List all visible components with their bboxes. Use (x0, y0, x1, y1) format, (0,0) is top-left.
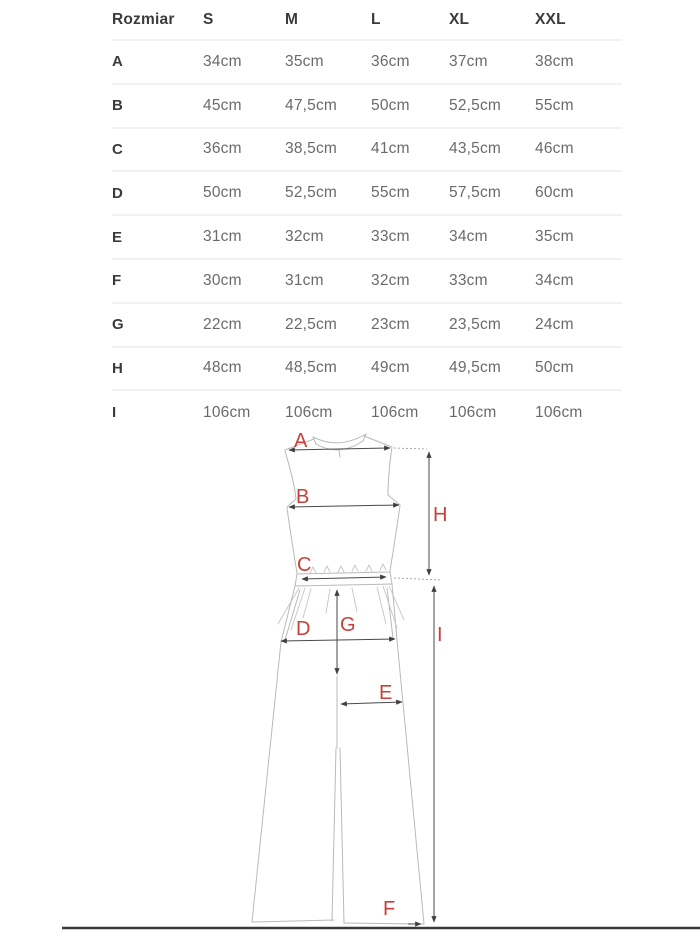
table-row-a (112, 40, 622, 84)
row-label: I (112, 404, 117, 422)
size-cell: 60cm (535, 184, 574, 202)
size-cell: 38,5cm (285, 140, 338, 158)
size-cell: 37cm (449, 52, 488, 70)
size-cell: 46cm (535, 140, 574, 158)
size-cell: 32cm (371, 271, 410, 289)
size-cell: 45cm (203, 96, 242, 114)
size-cell: 49,5cm (449, 359, 502, 377)
dim-label-f: F (383, 898, 396, 920)
table-row-f (112, 259, 622, 303)
size-cell: 22cm (203, 315, 242, 333)
size-cell: 22,5cm (285, 315, 338, 333)
table-row-c (112, 128, 622, 172)
row-label: E (112, 228, 123, 246)
size-cell: 106cm (535, 403, 583, 421)
size-cell: 32cm (285, 228, 324, 246)
size-cell: 52,5cm (449, 96, 502, 114)
size-cell: 23,5cm (449, 315, 502, 333)
col-header-xxl: XXL (535, 10, 566, 28)
size-cell: 33cm (449, 271, 488, 289)
dim-label-e: E (379, 682, 393, 704)
size-cell: 41cm (371, 140, 410, 158)
row-label: A (112, 53, 124, 71)
size-cell: 38cm (535, 52, 574, 70)
table-row-h (112, 347, 622, 391)
table-row-e (112, 215, 622, 259)
size-cell: 34cm (203, 52, 242, 70)
dim-label-d: D (296, 618, 311, 640)
size-cell: 55cm (371, 184, 410, 202)
size-cell: 49cm (371, 359, 410, 377)
size-cell: 57,5cm (449, 184, 502, 202)
size-cell: 33cm (371, 228, 410, 246)
size-cell: 30cm (203, 271, 242, 289)
jumpsuit-sketch (252, 434, 424, 924)
size-cell: 47,5cm (285, 96, 338, 114)
size-cell: 34cm (535, 271, 574, 289)
size-cell: 23cm (371, 315, 410, 333)
size-cell: 50cm (535, 359, 574, 377)
table-row-b (112, 84, 622, 128)
size-cell: 35cm (535, 228, 574, 246)
size-cell: 106cm (449, 403, 497, 421)
dim-label-i: I (437, 624, 443, 646)
col-header-m: M (285, 10, 299, 28)
size-cell: 52,5cm (285, 184, 338, 202)
size-cell: 31cm (203, 228, 242, 246)
dim-label-h: H (433, 504, 448, 526)
col-header-rozmiar: Rozmiar (112, 10, 175, 28)
size-cell: 106cm (285, 403, 333, 421)
row-label: B (112, 97, 124, 115)
size-cell: 48cm (203, 359, 242, 377)
row-label: F (112, 272, 122, 290)
dim-label-c: C (297, 554, 312, 576)
row-label: G (112, 316, 124, 334)
size-cell: 106cm (203, 403, 251, 421)
table-row-g (112, 303, 622, 347)
size-cell: 24cm (535, 315, 574, 333)
size-cell: 50cm (371, 96, 410, 114)
size-cell: 55cm (535, 96, 574, 114)
size-cell: 106cm (371, 403, 419, 421)
dimension-labels (294, 430, 447, 920)
size-cell: 35cm (285, 52, 324, 70)
row-label: C (112, 140, 124, 158)
col-header-l: L (371, 10, 381, 28)
size-cell: 36cm (371, 52, 410, 70)
table-row-d (112, 171, 622, 215)
dim-label-g: G (340, 614, 356, 636)
size-cell: 31cm (285, 271, 324, 289)
size-table-header-row (112, 0, 622, 40)
col-header-s: S (203, 10, 214, 28)
row-label: H (112, 359, 124, 377)
col-header-xl: XL (449, 10, 470, 28)
size-cell: 43,5cm (449, 140, 502, 158)
dimension-lines (281, 448, 442, 924)
dim-label-a: A (294, 430, 308, 452)
size-cell: 50cm (203, 184, 242, 202)
row-label: D (112, 184, 124, 202)
dim-label-b: B (296, 486, 310, 508)
size-cell: 48,5cm (285, 359, 338, 377)
garment-measurement-diagram (0, 428, 700, 933)
size-cell: 36cm (203, 140, 242, 158)
size-table (112, 0, 622, 434)
size-cell: 34cm (449, 228, 488, 246)
